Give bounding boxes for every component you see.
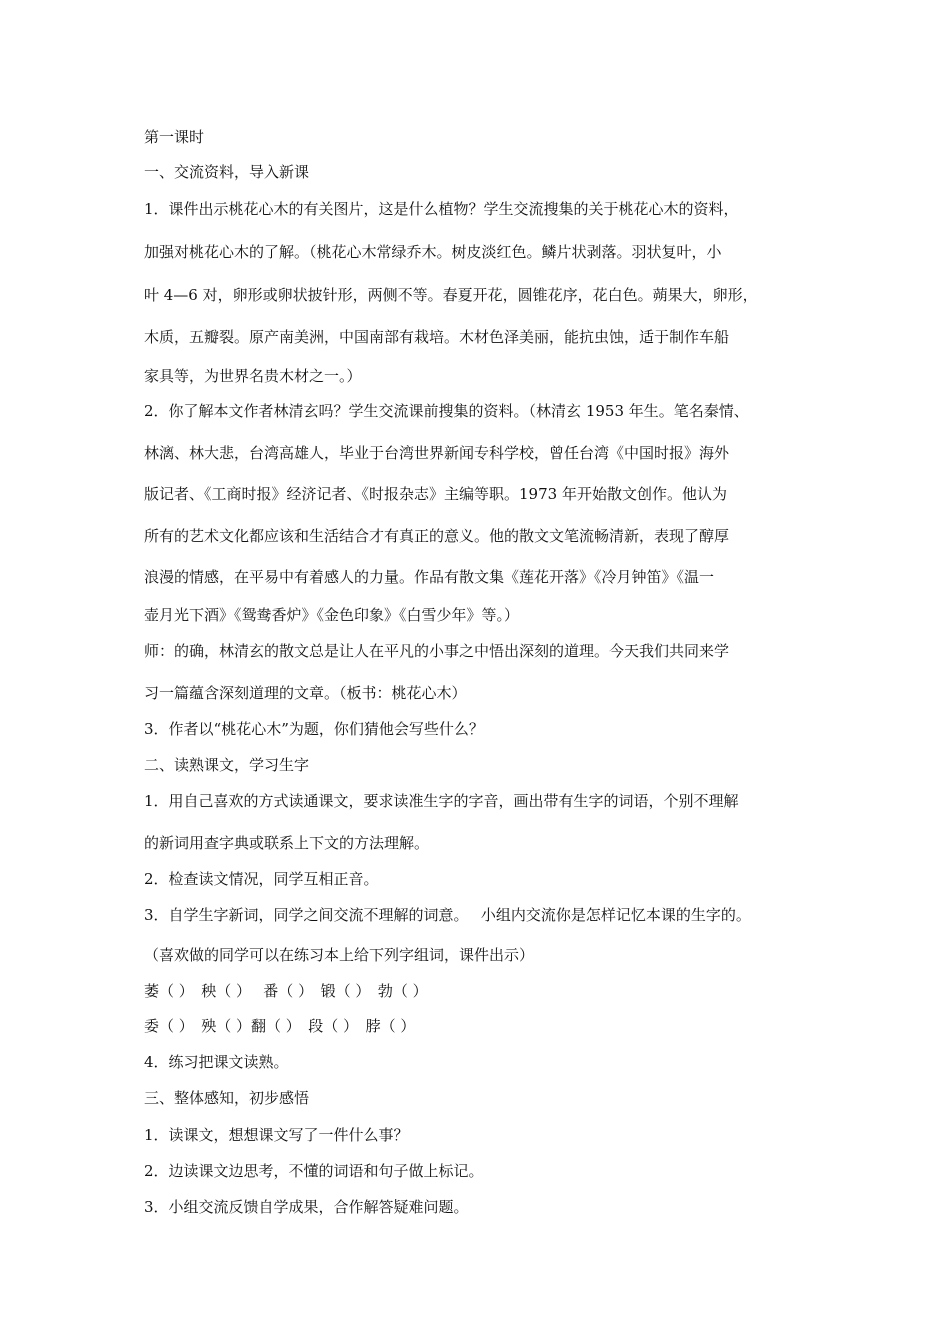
paragraph-line: 壶月光下酒》《鸳鸯香炉》《金色印象》《白雪少年》等。） [144,606,520,624]
paragraph-line: 叶 4—6 对，卵形或卵状披针形，两侧不等。春夏开花，圆锥花序，花白色。蒴果大，卵形， [144,286,758,304]
section-heading: 二、读熟课文，学习生字 [144,756,310,774]
paragraph-line: 习一篇蕴含深刻道理的文章。（板书：桃花心木） [144,684,467,702]
paragraph-line: 版记者、《工商时报》经济记者、《时报杂志》主编等职。1973 年开始散文创作。他认为 [144,485,727,503]
paragraph-line: 的新词用查字典或联系上下文的方法理解。 [144,834,430,852]
paragraph-line: 家具等，为世界名贵木材之一。） [144,367,362,385]
paragraph-line: 浪漫的情感，在平易中有着感人的力量。作品有散文集《莲花开落》《冷月钟笛》《温一 [144,568,715,586]
paragraph-line: 2．你了解本文作者林清玄吗？学生交流课前搜集的资料。（林清玄 1953 年生。笔名秦情、 [144,402,749,420]
paragraph-line: 木质，五瓣裂。原产南美洲，中国南部有栽培。木材色泽美丽，能抗虫蚀，适于制作车船 [144,328,730,346]
paragraph-line: 1．用自己喜欢的方式读通课文，要求读准生字的字音，画出带有生字的词语，个别不理解 [144,792,739,810]
paragraph-line: 4．练习把课文读熟。 [144,1053,289,1071]
paragraph-line: 3．自学生字新词，同学之间交流不理解的词意。 小组内交流你是怎样记忆本课的生字的。 [144,906,751,924]
paragraph-line: 3．作者以“桃花心木”为题，你们猜他会写些什么？ [144,720,484,738]
lesson-heading: 第一课时 [144,128,205,146]
section-heading: 一、交流资料，导入新课 [144,163,310,181]
paragraph-line: 1．课件出示桃花心木的有关图片，这是什么植物？学生交流搜集的关于桃花心木的资料， [144,200,739,218]
paragraph-line: 2．边读课文边思考，不懂的词语和句子做上标记。 [144,1162,484,1180]
section-heading: 三、整体感知，初步感悟 [144,1089,310,1107]
character-exercise-row: 委（ ） 殃（ ）翻（ ） 段（ ） 脖（ ） [144,1017,416,1035]
paragraph-line: 3．小组交流反馈自学成果，合作解答疑难问题。 [144,1198,469,1216]
paragraph-line: 师：的确，林清玄的散文总是让人在平凡的小事之中悟出深刻的道理。今天我们共同来学 [144,642,730,660]
paragraph-line: 1．读课文，想想课文写了一件什么事？ [144,1126,409,1144]
paragraph-line: （喜欢做的同学可以在练习本上给下列字组词，课件出示） [144,946,535,964]
paragraph-line: 加强对桃花心木的了解。（桃花心木常绿乔木。树皮淡红色。鳞片状剥落。羽状复叶，小 [144,243,722,261]
paragraph-line: 2．检查读文情况，同学互相正音。 [144,870,379,888]
character-exercise-row: 萎（ ） 秧（ ） 番（ ） 锻（ ） 勃（ ） [144,982,428,1000]
paragraph-line: 所有的艺术文化都应该和生活结合才有真正的意义。他的散文文笔流畅清新，表现了醇厚 [144,527,730,545]
paragraph-line: 林漓、林大悲，台湾高雄人，毕业于台湾世界新闻专科学校，曾任台湾《中国时报》海外 [144,444,730,462]
